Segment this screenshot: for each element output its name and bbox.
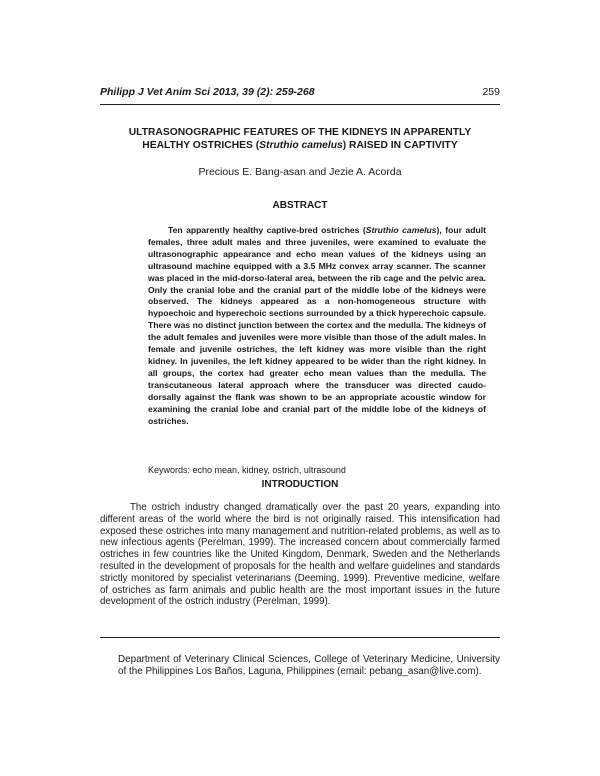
introduction-heading: INTRODUCTION: [261, 479, 339, 490]
page-number: 259: [482, 86, 500, 98]
abstract-heading: ABSTRACT: [272, 200, 328, 211]
keywords: Keywords: echo mean, kidney, ostrich, ultrasound: [148, 465, 346, 475]
author-list: Precious E. Bang-asan and Jezie A. Acorda: [198, 166, 402, 178]
journal-citation: Philipp J Vet Anim Sci 2013, 39 (2): 259-268: [100, 86, 315, 98]
abstract-text: Ten apparently healthy captive-bred ostriches (Struthio camelus), four adult females, three adult males and three juveniles, were examined to evaluate the ultrasonographic appearance and echo mean values of the kidneys using an ultrasound machine equipped with a 3.5 MHz convex array scanner. The scanner was placed in the mid-dorso-lateral area, between the rib cage and the pelvic area. Only the cranial lobe and the cranial part of the middle lobe of the kidneys were observed. The kidneys appeared as a non-homogeneous structure with hypoechoic and hyperechoic sections surrounded by a thick hyperechoic capsule. There was no distinct junction between the cortex and the medulla. The kidneys of the adult females and juveniles were more visible than those of the adult males. In female and juvenile ostriches, the left kidney was more visible than the right kidney. In juveniles, the left kidney appeared to be wider than the right kidney. In all groups, the cortex had greater echo mean values than the medulla. The transcutaneous lateral approach where the transducer was directed caudo-dorsally against the flank was shown to be an appropriate acoustic window for examining the cranial lobe and cranial part of the middle lobe of the kidneys of ostriches.: [148, 225, 486, 426]
header-rule: [100, 104, 500, 105]
introduction-text: The ostrich industry changed dramatically over the past 20 years, expanding into different areas of the world where the bird is not originally raised. This intensification had exposed these ostriches into many management and nutrition-related problems, as well as to new infectious agents (Perelman, 1999). The increased concern about commercially farmed ostriches in few countries like the United Kingdom, Denmark, Sweden and the Netherlands resulted in the development of proposals for the health and welfare guidelines and standards strictly monitored by specialist veterinarians (Deeming, 1999). Preventive medicine, welfare of ostriches as farm animals and public health are the most important issues in the future development of the ostrich industry (Perelman, 1999).: [100, 502, 500, 608]
title-line-2: HEALTHY OSTRICHES (Struthio camelus) RAISED IN CAPTIVITY: [142, 140, 458, 151]
affiliation-footnote: Department of Veterinary Clinical Sciences, College of Veterinary Medicine, University of the Philippines Los Baños, Laguna, Philippines (email: pebang_asan@live.com).: [118, 654, 500, 678]
paper-title: [100, 126, 500, 152]
title-line-1: ULTRASONOGRAPHIC FEATURES OF THE KIDNEYS IN APPARENTLY: [128, 127, 472, 138]
running-header: [100, 86, 500, 100]
footnote-rule: [100, 637, 500, 638]
